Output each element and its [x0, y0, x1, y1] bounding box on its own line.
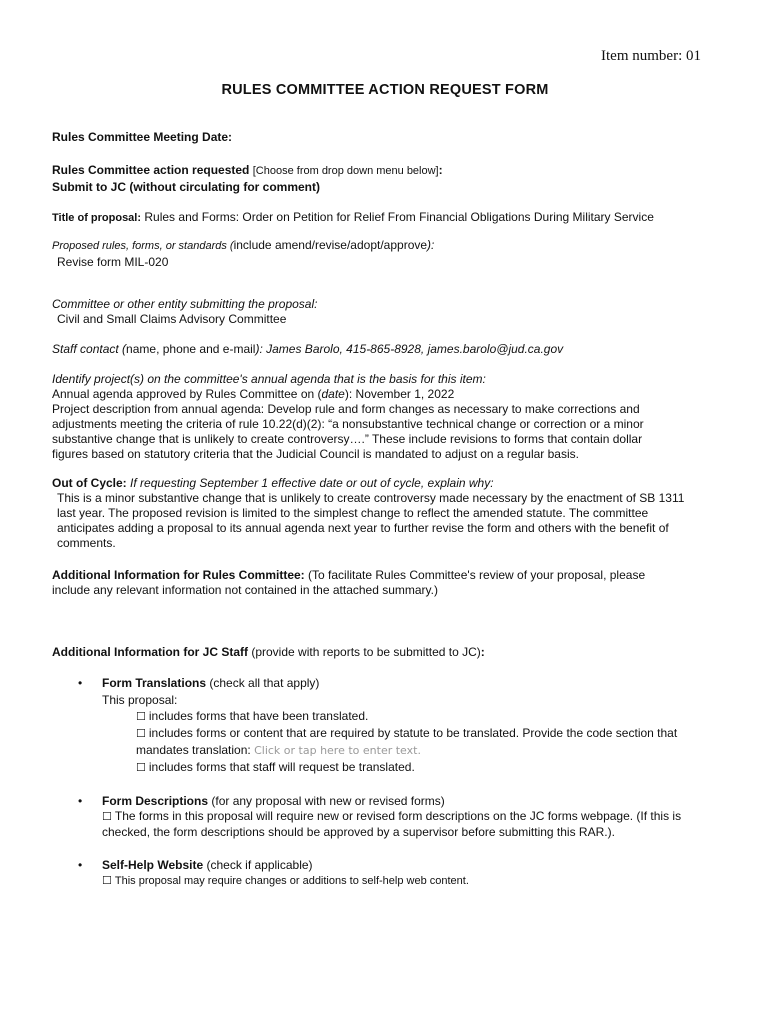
agenda-approved-text: Annual agenda approved by Rules Committee on (	[52, 387, 322, 401]
translations-option-1	[136, 709, 368, 724]
project-label: Identify project(s) on the committee's annual agenda that is the basis for this item:	[52, 372, 486, 386]
meeting-date-label: Rules Committee Meeting Date:	[52, 130, 233, 144]
committee-label: Committee or other entity submitting the proposal:	[52, 297, 318, 311]
out-of-cycle-label: Out of Cycle:	[52, 476, 127, 490]
out-of-cycle-prompt: If requesting September 1 effective date or out of cycle, explain why:	[130, 476, 494, 490]
staff-contact-value: ): James Barolo, 415-865-8928, james.barolo@jud.ca.gov	[255, 342, 564, 356]
item-number: Item number: 01	[601, 48, 701, 64]
committee-value: Civil and Small Claims Advisory Committee	[57, 312, 287, 326]
additional-jc-label: Additional Information for JC Staff	[52, 645, 248, 659]
staff-contact	[52, 342, 563, 357]
action-requested-hint: [Choose from drop down menu below]	[252, 165, 439, 177]
project-desc-line-1: Project description from annual agenda: Develop rule and form changes as necessary to make corrections and	[52, 402, 640, 416]
additional-rc-label: Additional Information for Rules Committee:	[52, 568, 305, 582]
action-dropdown-value[interactable]: Submit to JC (without circulating for comment)	[52, 180, 320, 194]
translations-option-2	[136, 726, 677, 741]
project-desc-line-3: substantive change that is unlikely to create controversy….” These include revisions to forms that contain dollar	[52, 432, 643, 446]
action-requested-label: Rules Committee action requested	[52, 163, 250, 177]
descriptions-line-2: checked, the form descriptions should be approved by a supervisor before submitting this RAR.).	[102, 825, 615, 839]
self-help-heading	[102, 858, 313, 873]
descriptions-line-1-text: The forms in this proposal will require new or revised form descriptions on the JC forms webpage. (If this is	[114, 809, 682, 823]
staff-contact-label-b: name, phone and e-mail	[126, 342, 256, 356]
translations-option-2-cont	[136, 743, 421, 758]
mandates-translation-label: mandates translation:	[136, 743, 251, 757]
agenda-approved	[52, 387, 454, 402]
translations-hint: (check all that apply)	[209, 676, 320, 690]
out-of-cycle	[52, 476, 494, 491]
bullet-icon: •	[78, 858, 83, 872]
agenda-approved-date-word: date	[321, 387, 345, 401]
proposed-rules-label	[52, 238, 434, 254]
descriptions-line-1	[102, 809, 681, 824]
code-section-input[interactable]: Click or tap here to enter text.	[254, 744, 421, 757]
translations-option-1-label: includes forms that have been translated.	[148, 709, 369, 723]
additional-rc-text-1: (To facilitate Rules Committee's review of your proposal, please	[308, 568, 646, 582]
self-help-hint: (check if applicable)	[206, 858, 313, 872]
additional-jc-text: (provide with reports to be submitted to JC)	[251, 645, 481, 659]
form-title: RULES COMMITTEE ACTION REQUEST FORM	[221, 82, 549, 98]
proposed-rules-label-c: ):	[427, 238, 435, 252]
proposal-title-value: Rules and Forms: Order on Petition for Relief From Financial Obligations During Military Service	[144, 210, 654, 224]
proposal-title	[52, 210, 654, 226]
staff-contact-label-a: Staff contact (	[52, 342, 127, 356]
out-of-cycle-line-3: anticipates adding a proposal to its annual agenda next year to further revise the form and others with the benefit of	[57, 521, 669, 535]
proposal-title-label: Title of proposal:	[52, 212, 142, 224]
descriptions-heading	[102, 794, 445, 809]
additional-jc-colon: :	[480, 645, 485, 659]
self-help-line-1-text: This proposal may require changes or additions to self-help web content.	[114, 875, 469, 887]
descriptions-hint: (for any proposal with new or revised forms)	[211, 794, 445, 808]
bullet-icon: •	[78, 794, 83, 808]
descriptions-label: Form Descriptions	[102, 794, 209, 808]
additional-rc	[52, 568, 645, 583]
checkbox-icon[interactable]: ☐	[136, 710, 146, 723]
proposed-rules-label-b: include amend/revise/adopt/approve	[233, 238, 428, 252]
out-of-cycle-line-4: comments.	[57, 536, 116, 550]
additional-rc-text-2: include any relevant information not contained in the attached summary.)	[52, 583, 438, 597]
proposed-rules-value: Revise form MIL-020	[57, 255, 169, 269]
translations-intro: This proposal:	[102, 693, 178, 707]
agenda-approved-date: ): November 1, 2022	[344, 387, 455, 401]
self-help-line-1	[102, 873, 469, 889]
out-of-cycle-line-1: This is a minor substantive change that is unlikely to create controversy made necessary by the enactment of SB 1311	[57, 491, 685, 505]
checkbox-icon[interactable]: ☐	[102, 810, 112, 823]
checkbox-icon[interactable]: ☐	[136, 727, 146, 740]
out-of-cycle-line-2: last year. The proposed revision is limited to the simplest change to reflect the amended statute. The committee	[57, 506, 649, 520]
action-requested-colon: :	[438, 163, 443, 177]
translations-option-3-label: includes forms that staff will request be translated.	[148, 760, 415, 774]
bullet-icon: •	[78, 676, 83, 690]
checkbox-icon[interactable]: ☐	[136, 761, 146, 774]
action-requested	[52, 163, 443, 179]
self-help-label: Self-Help Website	[102, 858, 204, 872]
proposed-rules-label-a: Proposed rules, forms, or standards (	[52, 240, 234, 252]
project-desc-line-2: adjustments meeting the criteria of rule 10.22(d)(2): “a nonsubstantive technical change or correction or a minor	[52, 417, 644, 431]
project-desc-line-4: figures based on statutory criteria that the Judicial Council is mandated to adjust on a regular basis.	[52, 447, 579, 461]
translations-option-3	[136, 760, 415, 775]
additional-jc	[52, 645, 485, 660]
translations-option-2-label: includes forms or content that are required by statute to be translated. Provide the code section that	[148, 726, 678, 740]
translations-heading	[102, 676, 319, 691]
checkbox-icon[interactable]: ☐	[102, 874, 112, 887]
translations-label: Form Translations	[102, 676, 207, 690]
